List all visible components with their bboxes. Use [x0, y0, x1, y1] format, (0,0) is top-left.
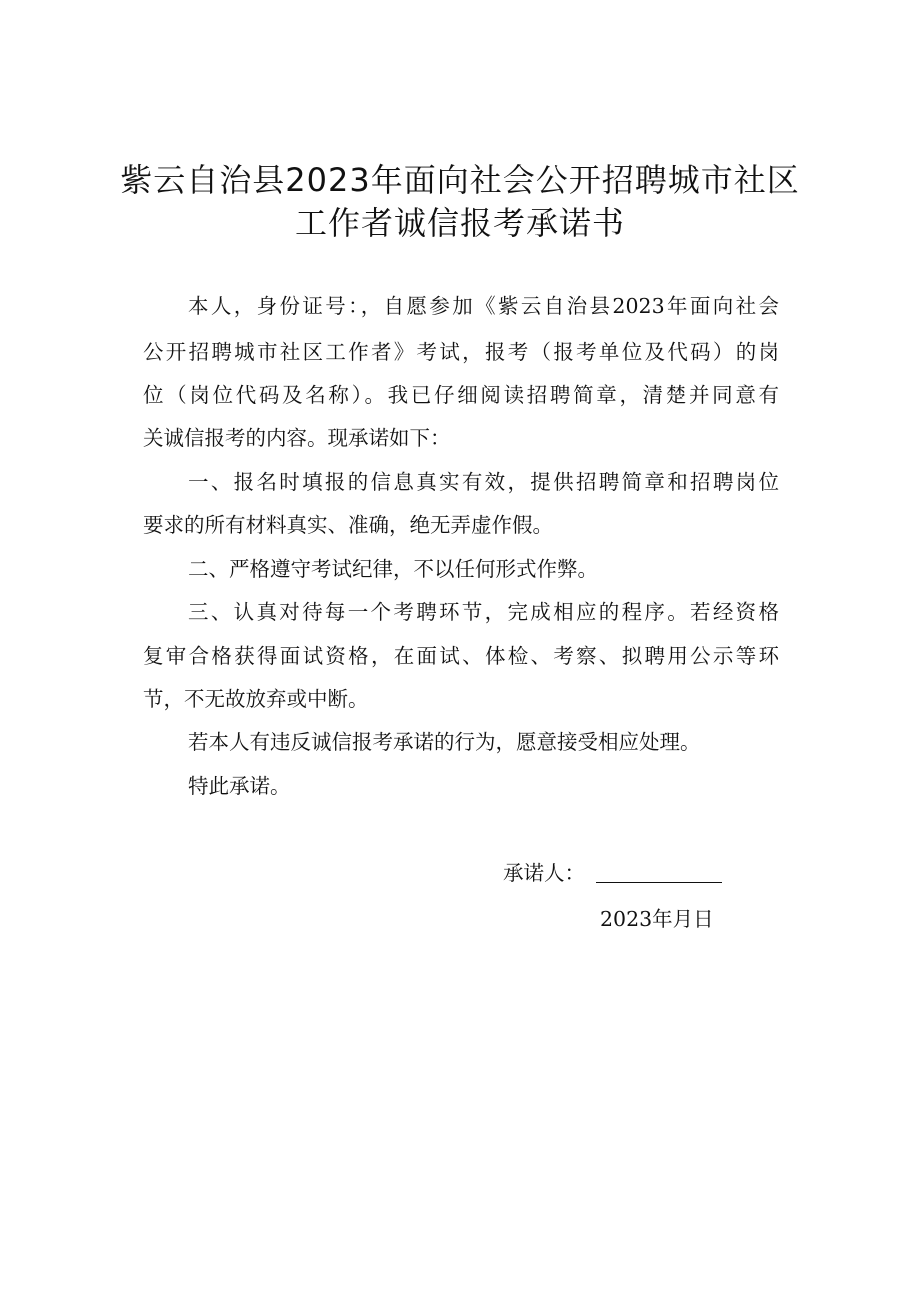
paragraph-intro-line-1: 本人，身份证号：，自愿参加《紫云自治县2023年面向社会: [188, 294, 779, 318]
document-date: 2023年月日: [600, 907, 714, 931]
violation-statement: 若本人有违反诚信报考承诺的行为，愿意接受相应处理。: [188, 730, 701, 754]
commitment-3-line-3: 节，不无故放弃或中断。: [143, 687, 369, 711]
paragraph-intro-line-3: 位（岗位代码及名称）。我已仔细阅读招聘简章，清楚并同意有: [143, 383, 779, 407]
commitment-3-line-1: 三、认真对待每一个考聘环节，完成相应的程序。若经资格: [188, 600, 779, 624]
commitment-3-line-2: 复审合格获得面试资格，在面试、体检、考察、拟聘用公示等环: [143, 644, 779, 668]
commitment-2: 二、严格遵守考试纪律，不以任何形式作弊。: [188, 557, 598, 581]
commitment-1-line-2: 要求的所有材料真实、准确，绝无弄虚作假。: [143, 513, 553, 537]
paragraph-intro-line-4: 关诚信报考的内容。现承诺如下：: [143, 426, 451, 450]
paragraph-intro-line-2: 公开招聘城市社区工作者》考试，报考（报考单位及代码）的岗: [143, 340, 779, 364]
document-title-line-1: 紫云自治县2023年面向社会公开招聘城市社区: [120, 161, 800, 199]
document-title-line-2: 工作者诚信报考承诺书: [294, 204, 625, 242]
signer-label: 承诺人：: [503, 861, 585, 885]
commitment-1-line-1: 一、报名时填报的信息真实有效，提供招聘简章和招聘岗位: [188, 470, 779, 494]
closing-statement: 特此承诺。: [188, 774, 291, 798]
signature-blank-line: [596, 882, 722, 883]
